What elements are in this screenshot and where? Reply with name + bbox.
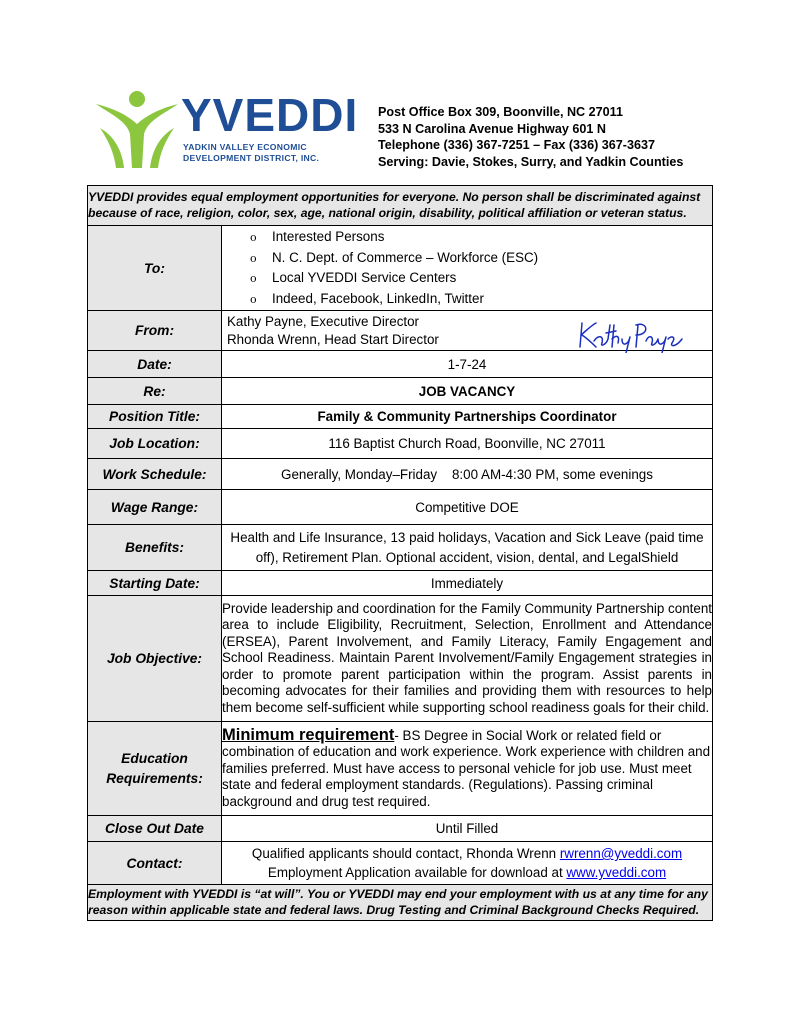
- benefits-label: Benefits:: [88, 525, 222, 571]
- bullet-icon: o: [250, 272, 257, 285]
- wage-label: Wage Range:: [88, 490, 222, 525]
- address-line: 533 N Carolina Avenue Highway 601 N: [378, 121, 606, 136]
- yveddi-logo: [92, 88, 359, 170]
- re-label: Re:: [88, 378, 222, 405]
- education-label: [88, 722, 222, 816]
- to-value: [222, 226, 713, 311]
- bullet-icon: o: [250, 231, 257, 244]
- wage-value: Competitive DOE: [222, 490, 713, 525]
- from-label: From:: [88, 311, 222, 351]
- education-value: [222, 722, 713, 816]
- from-value: [222, 311, 713, 351]
- recipient: Indeed, Facebook, LinkedIn, Twitter: [272, 290, 484, 306]
- date-label: Date:: [88, 351, 222, 378]
- contact-line-2: [222, 863, 712, 882]
- bullet-icon: o: [250, 251, 257, 265]
- logo-wordmark: YVEDDI: [181, 89, 359, 141]
- list-item: [250, 248, 712, 269]
- from-line-2: Rhonda Wrenn, Head Start Director: [227, 331, 439, 347]
- equal-opportunity-notice: YVEDDI provides equal employment opportunities for everyone. No person shall be discriminated against because of race, religion, color, sex, age, national origin, disability, political affiliation or veteran status.: [88, 186, 713, 226]
- re-value: JOB VACANCY: [222, 378, 713, 405]
- education-label-line-1: Education: [121, 750, 188, 766]
- date-row: [88, 351, 713, 378]
- logo-subtitle-line-2: DEVELOPMENT DISTRICT, INC.: [183, 153, 320, 163]
- recipient: Interested Persons: [272, 229, 385, 244]
- recipient-list: [222, 226, 712, 310]
- job-vacancy-table: [87, 185, 713, 921]
- from-row: [88, 311, 713, 351]
- wage-row: [88, 490, 713, 525]
- position-label: Position Title:: [88, 405, 222, 429]
- contact-line-1: [222, 844, 712, 863]
- logo-figure-icon: [92, 88, 182, 170]
- signature-image: [576, 317, 684, 353]
- to-label: To:: [88, 226, 222, 311]
- contact-row: [88, 842, 713, 885]
- position-row: [88, 405, 713, 429]
- education-text: - BS Degree in Social Work or related field or combination of education and work experience. Work experience with children and families preferred. Must have access to personal vehicle for job use. Must meet state and federal employment standards. (Regulations). Passing criminal background and drug test required.: [222, 727, 711, 809]
- logo-subtitle-line-1: YADKIN VALLEY ECONOMIC: [183, 142, 307, 152]
- email-link[interactable]: rwrenn@yveddi.com: [559, 846, 683, 861]
- re-row: [88, 378, 713, 405]
- closeout-row: [88, 816, 713, 842]
- website-link[interactable]: www.yveddi.com: [566, 865, 667, 880]
- to-row: [88, 226, 713, 311]
- education-label-line-2: Requirements:: [106, 770, 203, 786]
- objective-row: [88, 596, 713, 722]
- contact-text: Qualified applicants should contact, Rhonda Wrenn: [251, 846, 560, 861]
- list-item: [250, 289, 712, 310]
- from-line-1: Kathy Payne, Executive Director: [227, 314, 420, 329]
- serving-line: Serving: Davie, Stokes, Surry, and Yadkin Counties: [378, 154, 684, 169]
- benefits-row: [88, 525, 713, 571]
- starting-value: Immediately: [222, 571, 713, 596]
- objective-value: Provide leadership and coordination for the Family Community Partnership content area to include Eligibility, Recruitment, Selection, Enrollment and Attendance (ERSEA), Parent Involvement, and Family Literacy, Family Engagement and School Readiness. Maintain Parent Involvement/Family Engagement strategies in order to promote parent participation within the program. Assist parents in becoming advocates for their families and providing them with resources to help them become self-sufficient while supporting school readiness goals for their child.: [222, 596, 713, 722]
- address-line: Post Office Box 309, Boonville, NC 27011: [378, 105, 623, 119]
- application-text: Employment Application available for download at: [267, 865, 567, 880]
- starting-label: Starting Date:: [88, 571, 222, 596]
- schedule-label: Work Schedule:: [88, 459, 222, 490]
- closeout-label: Close Out Date: [88, 816, 222, 842]
- schedule-value: Generally, Monday–Friday 8:00 AM-4:30 PM, some evenings: [222, 459, 713, 490]
- list-item: [250, 268, 712, 289]
- location-label: Job Location:: [88, 429, 222, 459]
- date-value: 1-7-24: [222, 351, 713, 378]
- address-block: [378, 104, 683, 170]
- recipient: Local YVEDDI Service Centers: [272, 270, 457, 285]
- closeout-value: Until Filled: [222, 816, 713, 842]
- at-will-notice: Employment with YVEDDI is “at will”. You or YVEDDI may end your employment with us at any time for any reason within applicable state and federal laws. Drug Testing and Criminal Background Checks Required.: [88, 885, 713, 921]
- logo-subtitle: [183, 142, 319, 164]
- phone-line: Telephone (336) 367-7251 – Fax (336) 367-3637: [378, 138, 655, 152]
- location-row: [88, 429, 713, 459]
- benefits-value: Health and Life Insurance, 13 paid holidays, Vacation and Sick Leave (paid time off), Retirement Plan. Optional accident, vision, dental, and LegalShield: [222, 525, 713, 571]
- objective-label: Job Objective:: [88, 596, 222, 722]
- position-value: Family & Community Partnerships Coordinator: [222, 405, 713, 429]
- notice-bottom-row: [88, 885, 713, 921]
- starting-row: [88, 571, 713, 596]
- recipient: N. C. Dept. of Commerce – Workforce (ESC): [272, 249, 539, 265]
- minimum-requirement-heading: Minimum requirement: [222, 725, 395, 744]
- bullet-icon: o: [250, 292, 257, 306]
- schedule-row: [88, 459, 713, 490]
- list-item: [250, 227, 712, 248]
- location-value: 116 Baptist Church Road, Boonville, NC 27011: [222, 429, 713, 459]
- education-row: [88, 722, 713, 816]
- contact-label: Contact:: [88, 842, 222, 885]
- notice-top-row: [88, 186, 713, 226]
- contact-value: [222, 842, 713, 885]
